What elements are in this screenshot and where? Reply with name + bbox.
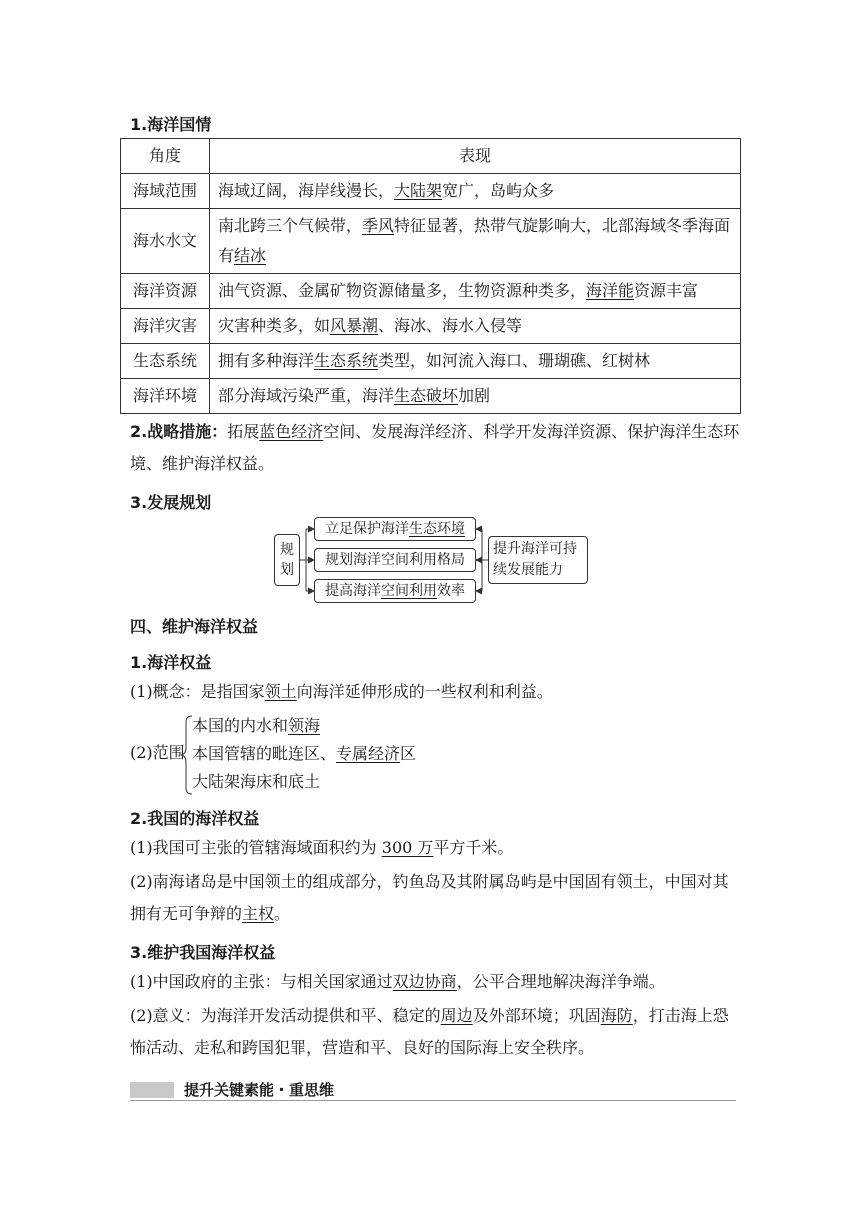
text-segment: 拓展: [227, 422, 260, 441]
text-segment: 平方千米。: [433, 838, 514, 857]
text-segment: 提高海洋: [325, 583, 381, 599]
table-header-angle: 角度: [121, 139, 210, 174]
table-row: [121, 174, 741, 209]
table-header-row: [121, 139, 741, 174]
scope-block: [130, 712, 530, 798]
text-segment: 南北跨三个气候带，: [218, 216, 363, 235]
text-segment: (1)我国可主张的管辖海域面积约为: [130, 838, 382, 857]
text-segment: 区: [400, 744, 417, 763]
table-row: [121, 309, 741, 344]
underlined-term: 专属经济: [336, 744, 401, 763]
table-cell-performance: [210, 309, 741, 344]
concept-paragraph: [130, 676, 740, 708]
text-segment: 空间、发展海洋经济、科学开发海洋资源、保护海洋生态环境、维护海洋权益。: [130, 422, 740, 473]
underlined-term: 300 万: [381, 838, 434, 857]
table-cell-performance: [210, 379, 741, 414]
text-segment: 类型，如河流入海口、珊瑚礁、红树林: [378, 351, 651, 370]
scope-item-3: [192, 768, 320, 796]
table-cell-performance: [210, 174, 741, 209]
footer-gray-block: [130, 1082, 174, 1098]
underlined-term: 生态破坏: [394, 386, 459, 405]
table-row: [121, 274, 741, 309]
diagram-goal-label: 提升海洋可持续发展能力: [493, 541, 577, 578]
diagram-item-3: [314, 579, 476, 603]
table-row: [121, 209, 741, 274]
text-segment: 效率: [437, 583, 465, 599]
diagram-item-1: [314, 517, 476, 541]
table-cell-angle: 生态系统: [121, 344, 210, 379]
text-segment: 及外部环境；巩固: [472, 1006, 601, 1025]
diagram-item-2: [314, 548, 476, 572]
text-segment: (1)中国政府的主张：与相关国家通过: [130, 972, 393, 991]
scope-label: (2)范围: [130, 743, 185, 762]
table-body: [121, 174, 741, 414]
underlined-term: 风暴潮: [330, 316, 379, 335]
footer-section-bar: [130, 1080, 740, 1102]
table-cell-angle: 海域范围: [121, 174, 210, 209]
text-segment: 规划海洋空间利用格局: [325, 552, 465, 568]
subheading-maritime-rights: 1.海洋权益: [130, 653, 212, 672]
planning-diagram: [270, 514, 590, 606]
text-segment: (2)意义：为海洋开发活动提供和平、稳定的: [130, 1006, 441, 1025]
section-heading-development-plan: 3.发展规划: [130, 493, 212, 512]
text-segment: 本国管辖的毗连区、: [192, 744, 337, 763]
text-segment: 、海冰、海水入侵等: [378, 316, 523, 335]
text-segment: 本国的内水和: [192, 716, 289, 735]
underlined-term: 结冰: [234, 246, 267, 265]
text-segment: (1)概念：是指国家: [130, 682, 265, 701]
underlined-term: 周边: [440, 1006, 473, 1025]
footer-divider: [130, 1100, 736, 1101]
underlined-term: 生态环境: [409, 521, 465, 537]
underlined-term: 双边协商: [392, 972, 457, 991]
table-cell-performance: [210, 209, 741, 274]
table-cell-angle: 海水水文: [121, 209, 210, 274]
text-segment: 宽广，岛屿众多: [442, 181, 555, 200]
underlined-term: 蓝色经济: [259, 422, 324, 441]
text-segment: ，公平合理地解决海洋争端。: [456, 972, 665, 991]
underlined-term: 海防: [600, 1006, 633, 1025]
text-segment: 加剧: [458, 386, 491, 405]
text-segment: 部分海域污染严重，海洋: [218, 386, 395, 405]
text-segment: 向海洋延伸形成的一些权利和利益。: [296, 682, 553, 701]
table-cell-angle: 海洋环境: [121, 379, 210, 414]
safeguard-p1: [130, 966, 740, 998]
diagram-plan-box: [274, 534, 300, 586]
text-segment: 大陆架海床和底土: [192, 772, 321, 791]
subheading-safeguard: 3.维护我国海洋权益: [130, 943, 276, 962]
subheading-china-rights: 2.我国的海洋权益: [130, 809, 260, 828]
underlined-term: 领土: [264, 682, 297, 701]
underlined-term: 大陆架: [394, 181, 443, 200]
table-row: [121, 344, 741, 379]
china-rights-p2: [130, 866, 740, 930]
strategy-paragraph: [130, 416, 740, 480]
table-cell-performance: [210, 344, 741, 379]
underlined-term: 生态系统: [314, 351, 379, 370]
text-segment: 灾害种类多，如: [218, 316, 331, 335]
underlined-term: 主权: [242, 904, 275, 923]
safeguard-p2: [130, 1000, 740, 1064]
text-segment: 资源丰富: [634, 281, 699, 300]
table-cell-angle: 海洋灾害: [121, 309, 210, 344]
text-segment: ，打击海上恐怖活动、走私和跨国犯罪，营造和平、良好的国际海上安全秩序。: [130, 1006, 729, 1057]
china-rights-p1: [130, 832, 740, 864]
table-cell-angle: 海洋资源: [121, 274, 210, 309]
diagram-plan-label: 规划: [280, 542, 294, 578]
table-row: [121, 379, 741, 414]
scope-item-1: [192, 712, 320, 740]
underlined-term: 领海: [288, 716, 321, 735]
underlined-term: 空间利用: [381, 583, 437, 599]
strategy-label: 2.战略措施：: [130, 422, 228, 441]
section-heading-ocean-situation: 1.海洋国情: [130, 115, 212, 134]
text-segment: 拥有多种海洋: [218, 351, 315, 370]
footer-title: 提升关键素能・重思维: [184, 1081, 335, 1099]
scope-item-2: [192, 740, 416, 768]
table-header-performance: 表现: [210, 139, 741, 174]
text-segment: 。: [274, 904, 291, 923]
text-segment: 立足保护海洋: [325, 521, 409, 537]
text-segment: 特征显著，热带气旋影响大，北部海域冬季海面有: [218, 216, 731, 265]
text-segment: (2)南海诸岛是中国领土的组成部分，钓鱼岛及其附属岛屿是中国固有领土，中国对其拥有无可争辩的: [130, 872, 729, 923]
diagram-goal-box: [488, 536, 588, 584]
text-segment: 海域辽阔，海岸线漫长，: [218, 181, 395, 200]
underlined-term: 季风: [362, 216, 395, 235]
text-segment: 油气资源、金属矿物资源储量多，生物资源种类多，: [218, 281, 587, 300]
underlined-term: 海洋能: [586, 281, 635, 300]
section-heading-maritime-rights: 四、维护海洋权益: [130, 617, 259, 636]
table-cell-performance: [210, 274, 741, 309]
ocean-situation-table: [120, 138, 741, 414]
